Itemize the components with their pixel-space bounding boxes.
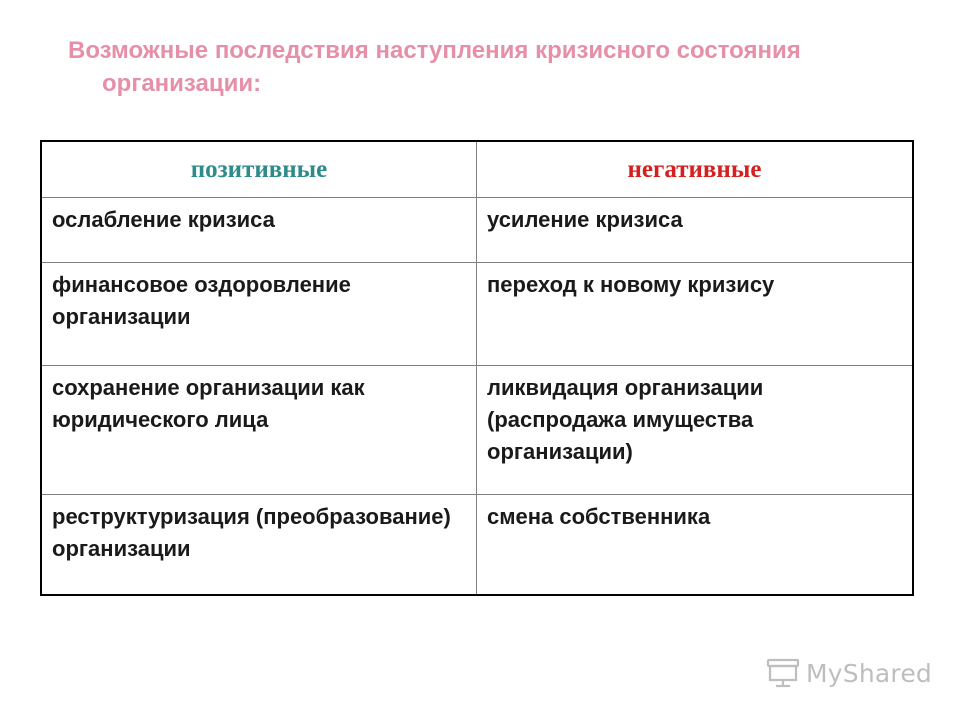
cell-positive: ослабление кризиса xyxy=(41,198,477,263)
cell-positive: реструктуризация (преобразование) организации xyxy=(41,495,477,596)
slide-title-line-1: Возможные последствия наступления кризисного состояния xyxy=(68,37,801,64)
cell-positive: сохранение организации как юридического лица xyxy=(41,366,477,495)
table-row xyxy=(41,198,913,263)
cell-negative: переход к новому кризису xyxy=(477,263,914,366)
header-negative: негативные xyxy=(477,141,914,198)
cell-negative: усиление кризиса xyxy=(477,198,914,263)
slide-title-line-2: организации: xyxy=(102,70,262,97)
table-row xyxy=(41,263,913,366)
header-positive: позитивные xyxy=(41,141,477,198)
table-row xyxy=(41,495,913,596)
slide-title xyxy=(68,34,928,100)
consequences-table xyxy=(40,140,914,596)
cell-negative: смена собственника xyxy=(477,495,914,596)
table-header-row xyxy=(41,141,913,198)
cell-negative: ликвидация организации (распродажа имущества организации) xyxy=(477,366,914,495)
cell-positive: финансовое оздоровление организации xyxy=(41,263,477,366)
watermark-text: MyShared xyxy=(806,658,932,688)
watermark xyxy=(766,656,932,690)
table-row xyxy=(41,366,913,495)
projector-screen-icon xyxy=(766,658,800,688)
